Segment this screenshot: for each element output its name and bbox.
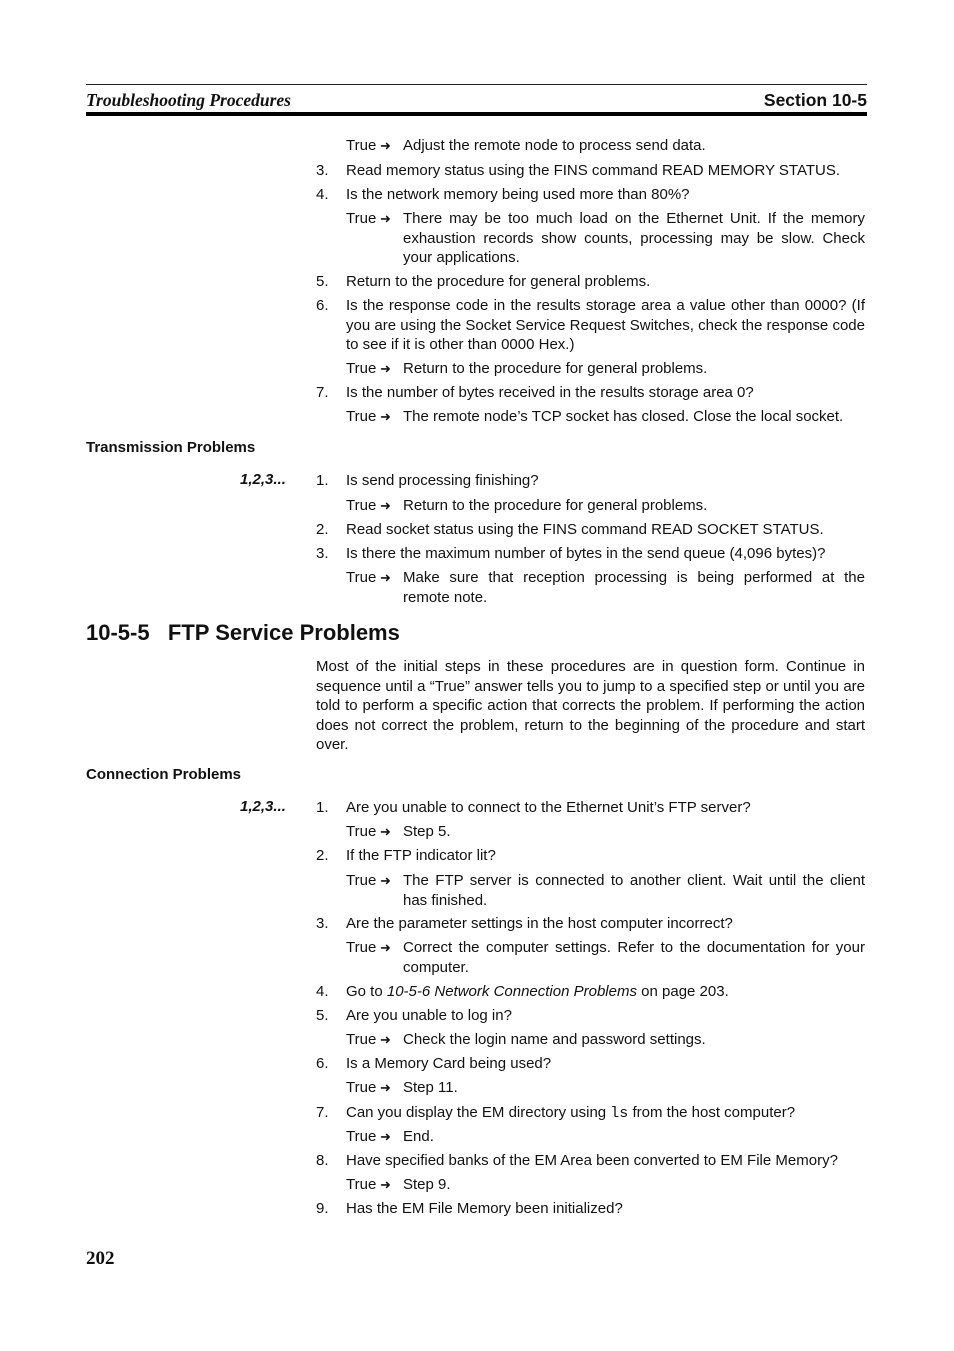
arrow-icon: ➜ <box>380 873 391 888</box>
true-label: True <box>346 823 377 840</box>
arrow-icon: ➜ <box>380 570 391 585</box>
section-heading: 10-5-5 FTP Service Problems <box>86 620 400 645</box>
steps-label: 1,2,3... <box>240 798 286 815</box>
true-action: Step 5. <box>403 823 451 840</box>
arrow-icon: ➜ <box>380 361 391 376</box>
ftp-intro: Most of the initial steps in these procedures are in question form. Continue in sequence until a “True” answer tells you to jump to a specified step or until you are told to perform a specific action that corrects the problem. If performing the action does not correct the problem, return to the beginning of the procedure and start over. <box>316 658 865 753</box>
true-label: True <box>346 210 377 227</box>
true-action: The FTP server is connected to another client. Wait until the client has finished. <box>403 872 865 909</box>
arrow-icon: ➜ <box>380 1177 391 1192</box>
step-text: Return to the procedure for general problems. <box>346 273 651 290</box>
step-text: Is a Memory Card being used? <box>346 1055 552 1072</box>
step-text: Are you unable to connect to the Ethernet Unit’s FTP server? <box>346 799 751 816</box>
step-number: 3. <box>316 162 329 179</box>
step-number: 6. <box>316 1055 329 1072</box>
step-text-suffix: on page 203. <box>636 983 729 1000</box>
step-number: 3. <box>316 915 329 932</box>
arrow-icon: ➜ <box>380 211 391 226</box>
true-action: Return to the procedure for general problems. <box>403 497 708 514</box>
step-text: Is the response code in the results storage area a value other than 0000? (If you are using the Socket Service Request Switches, check the response code to see if it is other than 0000 Hex.) <box>346 297 865 353</box>
step-text-suffix: from the host computer? <box>628 1104 796 1121</box>
true-label: True <box>346 1176 377 1193</box>
step-number: 7. <box>316 1104 329 1121</box>
header-rule <box>86 84 867 85</box>
step-text <box>346 982 865 1002</box>
true-label: True <box>346 569 377 586</box>
true-label: True <box>346 1128 377 1145</box>
step-text: Has the EM File Memory been initialized? <box>346 1200 623 1217</box>
step-number: 5. <box>316 273 329 290</box>
arrow-icon: ➜ <box>380 1080 391 1095</box>
true-action: Return to the procedure for general problems. <box>403 360 708 377</box>
step-text-prefix: Can you display the EM directory using <box>346 1104 611 1121</box>
command-code: ls <box>610 1105 629 1122</box>
running-header-title: Troubleshooting Procedures <box>86 90 291 110</box>
header-bar <box>86 112 867 116</box>
true-action: Correct the computer settings. Refer to the documentation for your computer. <box>403 939 865 976</box>
step-text: Read socket status using the FINS command READ SOCKET STATUS. <box>346 521 824 538</box>
step-number: 2. <box>316 847 329 864</box>
arrow-icon: ➜ <box>380 409 391 424</box>
page-number: 202 <box>86 1248 115 1269</box>
running-header-section: Section 10-5 <box>763 90 867 110</box>
step-number: 6. <box>316 297 329 314</box>
true-action: Make sure that reception processing is being performed at the remote note. <box>403 569 865 606</box>
step-number: 9. <box>316 1200 329 1217</box>
step-text: If the FTP indicator lit? <box>346 847 496 864</box>
arrow-icon: ➜ <box>380 940 391 955</box>
true-label: True <box>346 497 377 514</box>
step-number: 1. <box>316 799 329 816</box>
step-text: Is the number of bytes received in the results storage area 0? <box>346 384 754 401</box>
true-action: There may be too much load on the Ethernet Unit. If the memory exhaustion records show counts, processing may be slow. Check your applications. <box>403 210 865 266</box>
step-number: 5. <box>316 1007 329 1024</box>
step-number: 4. <box>316 983 329 1000</box>
true-label: True <box>346 939 377 956</box>
true-action: Check the login name and password settings. <box>403 1031 706 1048</box>
steps-label: 1,2,3... <box>240 471 286 488</box>
true-action: End. <box>403 1128 434 1145</box>
true-action: The remote node’s TCP socket has closed. Close the local socket. <box>403 408 844 425</box>
true-label: True <box>346 1031 377 1048</box>
arrow-icon: ➜ <box>380 498 391 513</box>
arrow-icon: ➜ <box>380 1129 391 1144</box>
step-text-prefix: Go to <box>346 983 387 1000</box>
transmission-heading: Transmission Problems <box>86 439 256 456</box>
true-action: Step 9. <box>403 1176 451 1193</box>
step-text <box>346 1103 865 1124</box>
true-action: Step 11. <box>403 1079 458 1096</box>
connection-heading: Connection Problems <box>86 766 242 783</box>
step-text: Are the parameter settings in the host computer incorrect? <box>346 915 733 932</box>
true-action: Adjust the remote node to process send data. <box>403 137 706 154</box>
true-label: True <box>346 1079 377 1096</box>
step-text: Read memory status using the FINS command READ MEMORY STATUS. <box>346 162 841 179</box>
step-number: 1. <box>316 472 329 489</box>
cross-reference-link: 10-5-6 Network Connection Problems <box>386 983 637 1000</box>
step-number: 4. <box>316 186 329 203</box>
step-text: Is the network memory being used more than 80%? <box>346 186 690 203</box>
true-label: True <box>346 137 377 154</box>
arrow-icon: ➜ <box>380 1032 391 1047</box>
arrow-icon: ➜ <box>380 824 391 839</box>
true-label: True <box>346 360 377 377</box>
step-text: Is send processing finishing? <box>346 472 539 489</box>
arrow-icon: ➜ <box>380 138 391 153</box>
true-label: True <box>346 872 377 889</box>
step-text: Are you unable to log in? <box>346 1007 512 1024</box>
step-number: 7. <box>316 384 329 401</box>
step-number: 3. <box>316 545 329 562</box>
true-label: True <box>346 408 377 425</box>
step-number: 8. <box>316 1152 329 1169</box>
step-text: Have specified banks of the EM Area been converted to EM File Memory? <box>346 1152 838 1169</box>
step-text: Is there the maximum number of bytes in the send queue (4,096 bytes)? <box>346 545 826 562</box>
step-number: 2. <box>316 521 329 538</box>
